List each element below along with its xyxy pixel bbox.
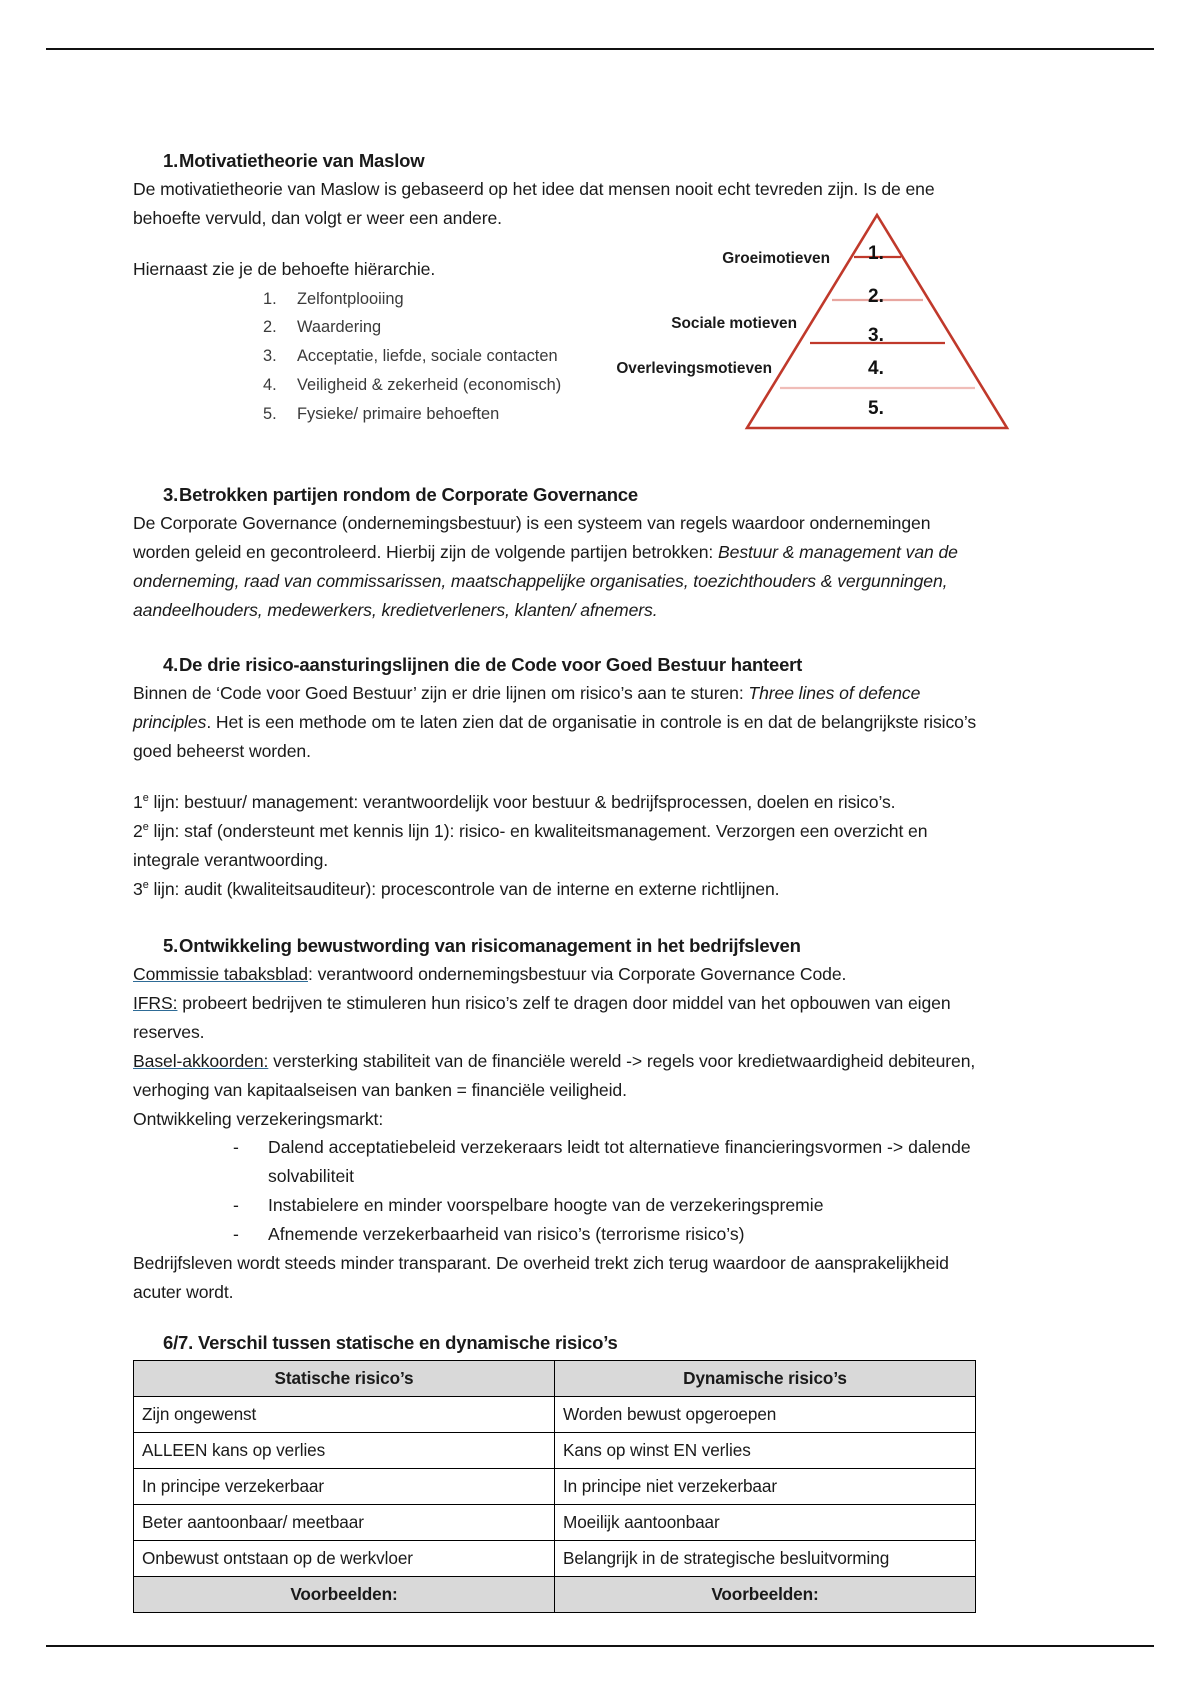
list-item (263, 372, 985, 399)
table-row (134, 1433, 976, 1469)
defence-line-3 (133, 875, 985, 904)
section-3-title: Betrokken partijen rondom de Corporate Governance (179, 484, 638, 506)
section-4-heading (133, 654, 985, 676)
table-cell-dynamisch: Kans op winst EN verlies (555, 1433, 976, 1469)
section-67-title: Verschil tussen statische en dynamische risico’s (198, 1332, 618, 1354)
defence-line-1-sup: e (142, 792, 149, 805)
list-item-label: Fysieke/ primaire behoeften (297, 405, 500, 424)
list-item-label: Veiligheid & zekerheid (economisch) (297, 376, 562, 395)
list-item-label: Zelfontplooiing (297, 289, 404, 308)
defence-line-2-text: lijn: staf (ondersteunt met kennis lijn 1): risico- en kwaliteitsmanagement. Verzorgen een overzicht en integrale verantwoording. (133, 820, 928, 870)
section-1-number: 1. (163, 150, 179, 171)
list-item (233, 1220, 985, 1249)
verzekeringsmarkt-label: Ontwikkeling verzekeringsmarkt: (133, 1108, 384, 1129)
footer-rule (46, 1645, 1154, 1647)
header-rule (46, 48, 1154, 50)
table-header-row (134, 1361, 976, 1397)
pyramid-level-3-number: 3. (868, 325, 884, 346)
pyramid-level-5-number: 5. (868, 398, 884, 419)
section-1-paragraph-2: Hiernaast zie je de behoefte hiërarchie. (133, 258, 436, 279)
table-cell-statisch: Zijn ongewenst (134, 1397, 555, 1433)
section-5-heading (133, 935, 985, 957)
pyramid-level-4-number: 4. (868, 358, 884, 379)
verzekeringsmarkt-bullets (133, 1133, 985, 1248)
pyramid-label-overlevingsmotieven: Overlevingsmotieven (616, 360, 772, 377)
defence-line-1 (133, 788, 985, 817)
list-item (263, 286, 985, 313)
list-item-label: Instabielere en minder voorspelbare hoogte van de verzekeringspremie (268, 1195, 824, 1216)
table-header-statische: Statische risico’s (134, 1361, 555, 1397)
section-4-paragraph-tail: . Het is een methode om te laten zien dat de organisatie in controle is en dat de belangrijkste risico’s goed beheerst worden. (133, 712, 977, 762)
section-4-paragraph (133, 679, 985, 766)
section-5-closing-paragraph: Bedrijfsleven wordt steeds minder transparant. De overheid trekt zich terug waardoor de aansprakelijkheid acuter wordt. (133, 1252, 949, 1302)
table-cell-dynamisch: Belangrijk in de strategische besluitvorming (555, 1541, 976, 1577)
section-1-heading (133, 150, 985, 172)
list-item-label: Waardering (297, 318, 382, 337)
dash-bullet-marker: - (233, 1195, 239, 1216)
ifrs-text: probeert bedrijven te stimuleren hun risico’s zelf te dragen door middel van het opbouwen van eigen reserves. (133, 993, 951, 1043)
defence-line-3-text: lijn: audit (kwaliteitsauditeur): procescontrole van de interne en externe richtlijnen. (148, 878, 780, 899)
pyramid-label-groeimotieven: Groeimotieven (722, 250, 830, 267)
basel-item (133, 1047, 985, 1105)
table-footer-statisch: Voorbeelden: (134, 1577, 555, 1613)
document-content (133, 150, 985, 1613)
basel-term: Basel-akkoorden: (133, 1050, 269, 1071)
pyramid-label-sociale-motieven: Sociale motieven (671, 315, 797, 332)
defence-line-1-text: lijn: bestuur/ management: verantwoordelijk voor bestuur & bedrijfsprocessen, doelen en risico’s. (148, 791, 896, 812)
list-item-label: Dalend acceptatiebeleid verzekeraars leidt tot alternatieve financieringsvormen -> dalende solvabiliteit (268, 1137, 971, 1187)
list-item (263, 401, 985, 428)
section-5-number: 5. (163, 935, 179, 957)
ifrs-term: IFRS: (133, 993, 178, 1014)
commissie-tabaksblad-term: Commissie tabaksblad (133, 964, 308, 985)
table-cell-statisch: ALLEEN kans op verlies (134, 1433, 555, 1469)
section-4-paragraph-lead: Binnen de ‘Code voor Goed Bestuur’ zijn er drie lijnen om risico’s aan te sturen: (133, 683, 749, 704)
section-67-heading (163, 1332, 985, 1354)
table-row (134, 1469, 976, 1505)
basel-text: versterking stabiliteit van de financiële wereld -> regels voor kredietwaardigheid debiteuren, verhoging van kapitaalseisen van banken = financiële veiligheid. (133, 1050, 976, 1100)
defence-line-3-sup: e (142, 878, 149, 891)
list-item-marker: 1. (263, 289, 277, 308)
list-item-label: Acceptatie, liefde, sociale contacten (297, 347, 558, 366)
defence-line-2 (133, 817, 985, 875)
list-item-label: Afnemende verzekerbaarheid van risico’s (terrorisme risico’s) (268, 1223, 745, 1244)
section-3-heading (133, 484, 985, 506)
pyramid-level-2-number: 2. (868, 286, 884, 307)
section-4-number: 4. (163, 654, 179, 676)
defence-line-2-number: 2 (133, 820, 143, 841)
statische-dynamische-risico-table (133, 1360, 976, 1613)
defence-line-1-number: 1 (133, 791, 143, 812)
table-cell-statisch: Beter aantoonbaar/ meetbaar (134, 1505, 555, 1541)
table-cell-statisch: In principe verzekerbaar (134, 1469, 555, 1505)
section-3-paragraph (133, 509, 985, 624)
table-row (134, 1397, 976, 1433)
list-item-marker: 4. (263, 376, 277, 395)
defence-line-2-sup: e (142, 820, 149, 833)
list-item (263, 314, 985, 341)
dash-bullet-marker: - (233, 1223, 239, 1244)
table-cell-statisch: Onbewust ontstaan op de werkvloer (134, 1541, 555, 1577)
defence-line-3-number: 3 (133, 878, 143, 899)
list-item (233, 1133, 985, 1191)
section-1-title: Motivatietheorie van Maslow (179, 150, 425, 171)
commissie-tabaksblad-item (133, 960, 985, 989)
table-cell-dynamisch: In principe niet verzekerbaar (555, 1469, 976, 1505)
list-item-marker: 2. (263, 318, 277, 337)
pyramid-level-1-number: 1. (868, 243, 884, 264)
list-item-marker: 5. (263, 405, 277, 424)
table-cell-dynamisch: Worden bewust opgeroepen (555, 1397, 976, 1433)
behoefte-hierarchie-list (133, 286, 985, 429)
section-4-title: De drie risico-aansturingslijnen die de Code voor Goed Bestuur hanteert (179, 654, 803, 676)
list-item-marker: 3. (263, 347, 277, 366)
table-footer-row (134, 1577, 976, 1613)
commissie-tabaksblad-text: : verantwoord ondernemingsbestuur via Corporate Governance Code. (308, 964, 847, 985)
section-3-number: 3. (163, 484, 179, 506)
ifrs-item (133, 989, 985, 1047)
list-item (263, 343, 985, 370)
table-row (134, 1541, 976, 1577)
section-67-number: 6/7. (163, 1332, 194, 1354)
table-footer-dynamisch: Voorbeelden: (555, 1577, 976, 1613)
section-4-three-lines-italic: Three lines of defence principles (133, 683, 921, 733)
table-cell-dynamisch: Moeilijk aantoonbaar (555, 1505, 976, 1541)
table-header-dynamische: Dynamische risico’s (555, 1361, 976, 1397)
dash-bullet-marker: - (233, 1137, 239, 1158)
section-5-title: Ontwikkeling bewustwording van risicomanagement in het bedrijfsleven (179, 935, 801, 957)
list-item (233, 1191, 985, 1220)
section-3-parties-italic: Bestuur & management van de onderneming, raad van commissarissen, maatschappelijke organisaties, toezichthouders & vergunningen, aandeelhouders, medewerkers, kredietverleners, klanten/ afnemers. (133, 541, 958, 620)
table-row (134, 1505, 976, 1541)
section-3-paragraph-lead: De Corporate Governance (ondernemingsbestuur) is een systeem van regels waardoor ondernemingen worden geleid en gecontroleerd. Hierbij zijn de volgende partijen betrokken: (133, 513, 931, 562)
section-1-paragraph-1: De motivatietheorie van Maslow is gebaseerd op het idee dat mensen nooit echt tevreden zijn. Is de ene behoefte vervuld, dan volgt er weer een andere. (133, 179, 935, 228)
